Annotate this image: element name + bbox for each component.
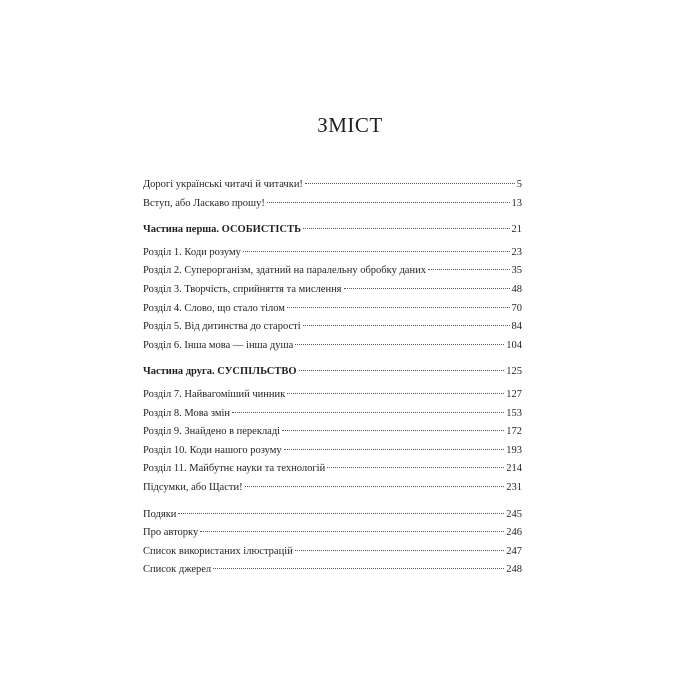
toc-part-title: СУСПІЛЬСТВО <box>214 366 297 378</box>
dot-leader <box>284 449 505 450</box>
toc-part-heading[interactable] <box>143 221 522 240</box>
toc-entry[interactable] <box>143 281 522 300</box>
toc-entry-page: 104 <box>506 339 522 351</box>
toc-entry-page: 125 <box>506 366 522 378</box>
toc-entry-label: Вступ, або Ласкаво прошу! <box>143 197 265 209</box>
dot-leader <box>295 344 504 345</box>
toc-entry-page: 23 <box>511 246 522 258</box>
toc-entry[interactable] <box>143 543 522 562</box>
dot-leader <box>232 412 504 413</box>
toc-entry[interactable] <box>143 244 522 263</box>
dot-leader <box>267 202 510 203</box>
page-title: ЗМІСТ <box>317 113 383 137</box>
toc-part-label <box>143 363 297 382</box>
toc-entry-page: 248 <box>506 564 522 576</box>
toc-entry-page: 13 <box>511 197 522 209</box>
toc-group-part-two <box>143 363 522 497</box>
dot-leader <box>287 307 510 308</box>
toc-entry[interactable] <box>143 423 522 442</box>
toc-entry-label: Дорогі українські читачі й читачки! <box>143 179 303 190</box>
toc-entry-page: 5 <box>516 179 522 190</box>
toc-entry-label: Подяки <box>143 508 177 520</box>
toc-part-prefix: Частина друга. <box>143 366 215 378</box>
toc-entry[interactable] <box>143 176 522 195</box>
toc-entry-page: 214 <box>506 463 522 475</box>
toc-entry-page: 84 <box>511 321 522 333</box>
toc-entry-label: Список використаних ілюстрацій <box>143 545 293 557</box>
toc-entry[interactable] <box>143 386 522 405</box>
toc-entry-page: 193 <box>506 444 522 456</box>
toc-entry-label: Розділ 6. Інша мова — інша душа <box>143 339 294 351</box>
section-spacer <box>143 498 522 506</box>
toc-entry[interactable] <box>143 561 522 580</box>
toc-entry[interactable] <box>143 262 522 281</box>
toc-entry-label: Розділ 11. Майбутнє науки та технологій <box>143 463 326 475</box>
toc-group-back-matter <box>143 506 522 580</box>
dot-leader <box>213 568 504 569</box>
toc-entry[interactable] <box>143 506 522 525</box>
toc-entry-page: 127 <box>506 388 522 400</box>
dot-leader <box>344 288 510 289</box>
toc-entry-page: 245 <box>506 508 522 520</box>
toc-entry[interactable] <box>143 405 522 424</box>
toc-entry[interactable] <box>143 300 522 319</box>
toc-entry-page: 35 <box>511 265 522 277</box>
table-of-contents <box>143 176 522 580</box>
toc-entry[interactable] <box>143 318 522 337</box>
toc-entry-page: 48 <box>511 283 522 295</box>
toc-entry-label: Підсумки, або Щасти! <box>143 481 243 493</box>
toc-entry[interactable] <box>143 460 522 479</box>
toc-entry-page: 21 <box>511 224 522 236</box>
toc-part-title: ОСОБИСТІСТЬ <box>219 224 302 236</box>
toc-part-prefix: Частина перша. <box>143 224 220 236</box>
toc-entry-label: Розділ 9. Знайдено в перекладі <box>143 426 281 438</box>
dot-leader <box>200 531 504 532</box>
toc-entry-label: Розділ 1. Коди розуму <box>143 246 241 258</box>
toc-entry-label: Розділ 10. Коди нашого розуму <box>143 444 282 456</box>
dot-leader <box>282 430 504 431</box>
toc-entry-label: Розділ 4. Слово, що стало тілом <box>143 302 285 314</box>
toc-part-label <box>143 221 301 240</box>
toc-entry-label: Розділ 7. Найвагоміший чинник <box>143 388 286 400</box>
toc-entry-page: 247 <box>506 545 522 557</box>
toc-entry[interactable] <box>143 195 522 214</box>
dot-leader <box>428 269 510 270</box>
toc-entry[interactable] <box>143 337 522 356</box>
dot-leader <box>287 393 504 394</box>
dot-leader <box>303 325 510 326</box>
toc-entry[interactable] <box>143 524 522 543</box>
dot-leader <box>243 251 510 252</box>
toc-part-heading[interactable] <box>143 363 522 382</box>
section-spacer <box>143 213 522 221</box>
toc-entry-page: 172 <box>506 426 522 438</box>
toc-entry[interactable] <box>143 479 522 498</box>
toc-entry-label: Розділ 3. Творчість, сприйняття та мислення <box>143 283 342 295</box>
toc-entry-label: Список джерел <box>143 564 212 576</box>
dot-leader <box>178 513 504 514</box>
toc-entry-label: Розділ 2. Суперорганізм, здатний на паралельну обробку даних <box>143 265 426 277</box>
dot-leader <box>303 228 509 229</box>
dot-leader <box>245 486 505 487</box>
toc-entry-page: 231 <box>506 481 522 493</box>
toc-entry-page: 70 <box>511 302 522 314</box>
toc-entry[interactable] <box>143 442 522 461</box>
toc-group-part-one <box>143 221 522 355</box>
toc-entry-page: 246 <box>506 527 522 539</box>
dot-leader <box>327 467 504 468</box>
dot-leader <box>299 370 505 371</box>
toc-entry-label: Про авторку <box>143 527 199 539</box>
toc-entry-page: 153 <box>506 407 522 419</box>
section-spacer <box>143 355 522 363</box>
toc-group-front-matter <box>143 176 522 213</box>
toc-entry-label: Розділ 8. Мова змін <box>143 407 231 419</box>
toc-entry-label: Розділ 5. Від дитинства до старості <box>143 321 301 333</box>
dot-leader <box>305 183 515 184</box>
dot-leader <box>295 550 505 551</box>
